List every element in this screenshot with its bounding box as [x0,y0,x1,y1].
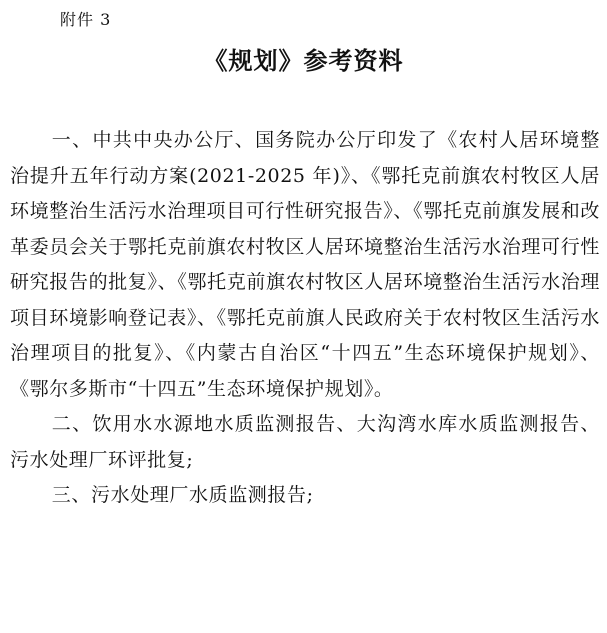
document-body [10,123,600,514]
paragraph-1: 一、中共中央办公厅、国务院办公厅印发了《农村人居环境整治提升五年行动方案(2021-2025 年)》、《鄂托克前旗农村牧区人居环境整治生活污水治理项目可行性研究报告》、《鄂托克前旗发展和改革委员会关于鄂托克前旗农村牧区人居环境整治生活污水治理可行性研究报告的批复》、《鄂托克前旗农村牧区人居环境整治生活污水治理项目环境影响登记表》、《鄂托克前旗人民政府关于农村牧区生活污水治理项目的批复》、《内蒙古自治区“十四五”生态环境保护规划》、《鄂尔多斯市“十四五”生态环境保护规划》。 [10,129,600,400]
paragraph-2: 二、饮用水水源地水质监测报告、大沟湾水库水质监测报告、污水处理厂环评批复; [10,413,600,471]
attachment-label: 附件 3 [60,10,112,29]
paragraph-3: 三、污水处理厂水质监测报告; [51,484,314,506]
document-title: 《规划》参考资料 [203,47,404,75]
